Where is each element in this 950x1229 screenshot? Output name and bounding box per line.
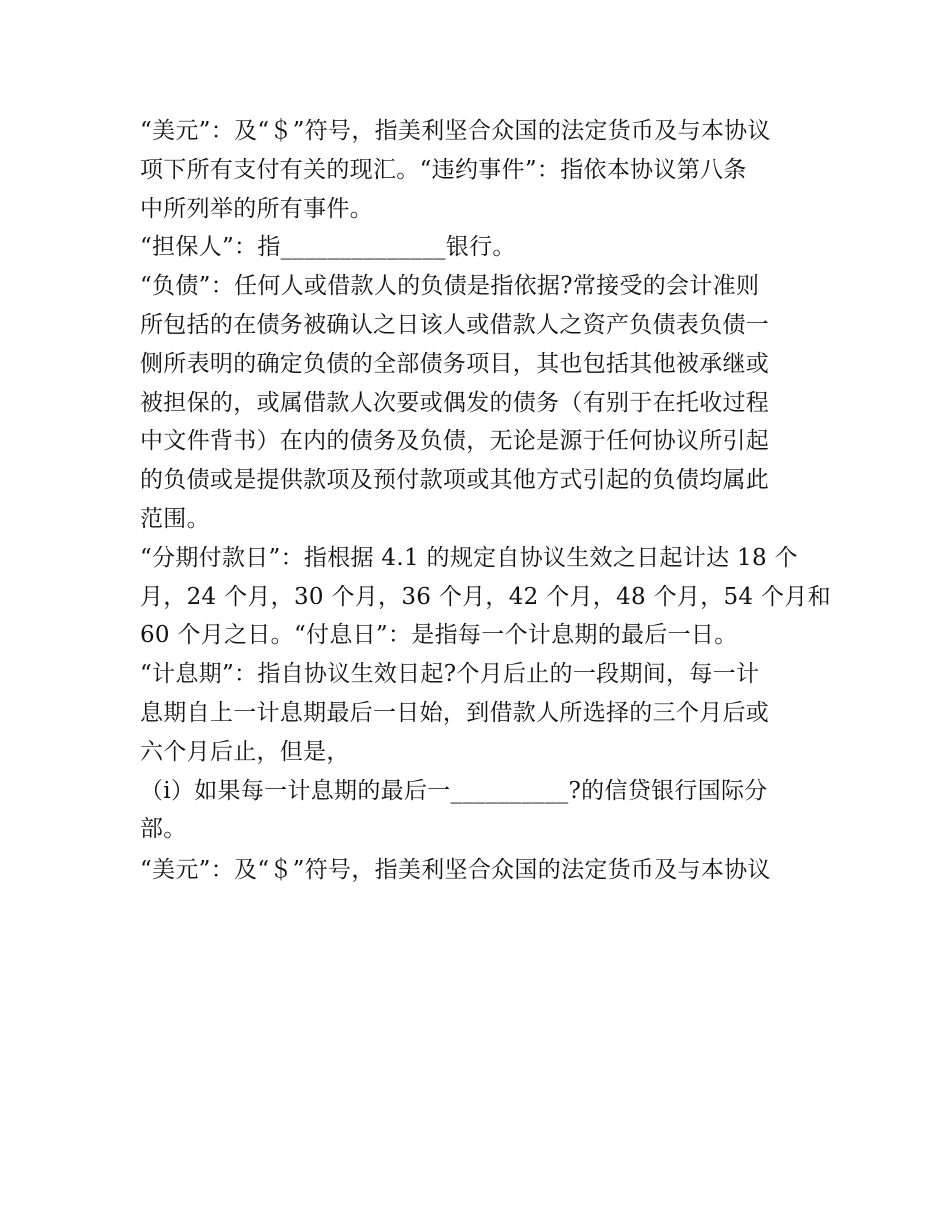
text-line: 月，24 个月，30 个月，36 个月，42 个月，48 个月，54 个月和	[140, 583, 831, 610]
text-line: “负债”：任何人或借款人的负债是指依据?常接受的会计准则	[140, 273, 760, 300]
text-line: （i）如果每一计息期的最后一__________?的信贷银行国际分	[140, 777, 768, 804]
text-line: 60 个月之日。“付息日”：是指每一个计息期的最后一日。	[140, 622, 738, 649]
text-line: 六个月后止，但是，	[140, 738, 350, 765]
text-line: 部。	[140, 816, 187, 843]
text-line: “担保人”：指______________银行。	[140, 234, 516, 261]
text-line: 侧所表明的确定负债的全部债务项目，其也包括其他被承继或	[140, 350, 770, 377]
text-line: “美元”：及“＄”符号，指美利坚合众国的法定货币及与本协议	[140, 118, 771, 144]
text-line: “分期付款日”：指根据 4.1 的规定自协议生效之日起计达 18 个	[140, 544, 798, 571]
text-line: 所包括的在债务被确认之日该人或借款人之资产负债表负债一	[140, 311, 770, 338]
text-line: 范围。	[140, 505, 210, 532]
text-line: “计息期”：指自协议生效日起?个月后止的一段期间，每一计	[140, 661, 760, 688]
text-line: 息期自上一计息期最后一日始，到借款人所选择的三个月后或	[140, 699, 770, 726]
document-page	[140, 112, 831, 890]
text-line: 的负债或是提供款项及预付款项或其他方式引起的负债均属此	[140, 467, 770, 494]
text-line: 被担保的，或属借款人次要或偶发的债务（有别于在托收过程	[140, 389, 770, 416]
text-line: “美元”：及“＄”符号，指美利坚合众国的法定货币及与本协议	[140, 857, 771, 884]
text-line: 中文件背书）在内的债务及负债，无论是源于任何协议所引起	[140, 428, 770, 455]
text-line: 中所列举的所有事件。	[140, 195, 373, 222]
text-line: 项下所有支付有关的现汇。“违约事件”：指依本协议第八条	[140, 156, 747, 183]
